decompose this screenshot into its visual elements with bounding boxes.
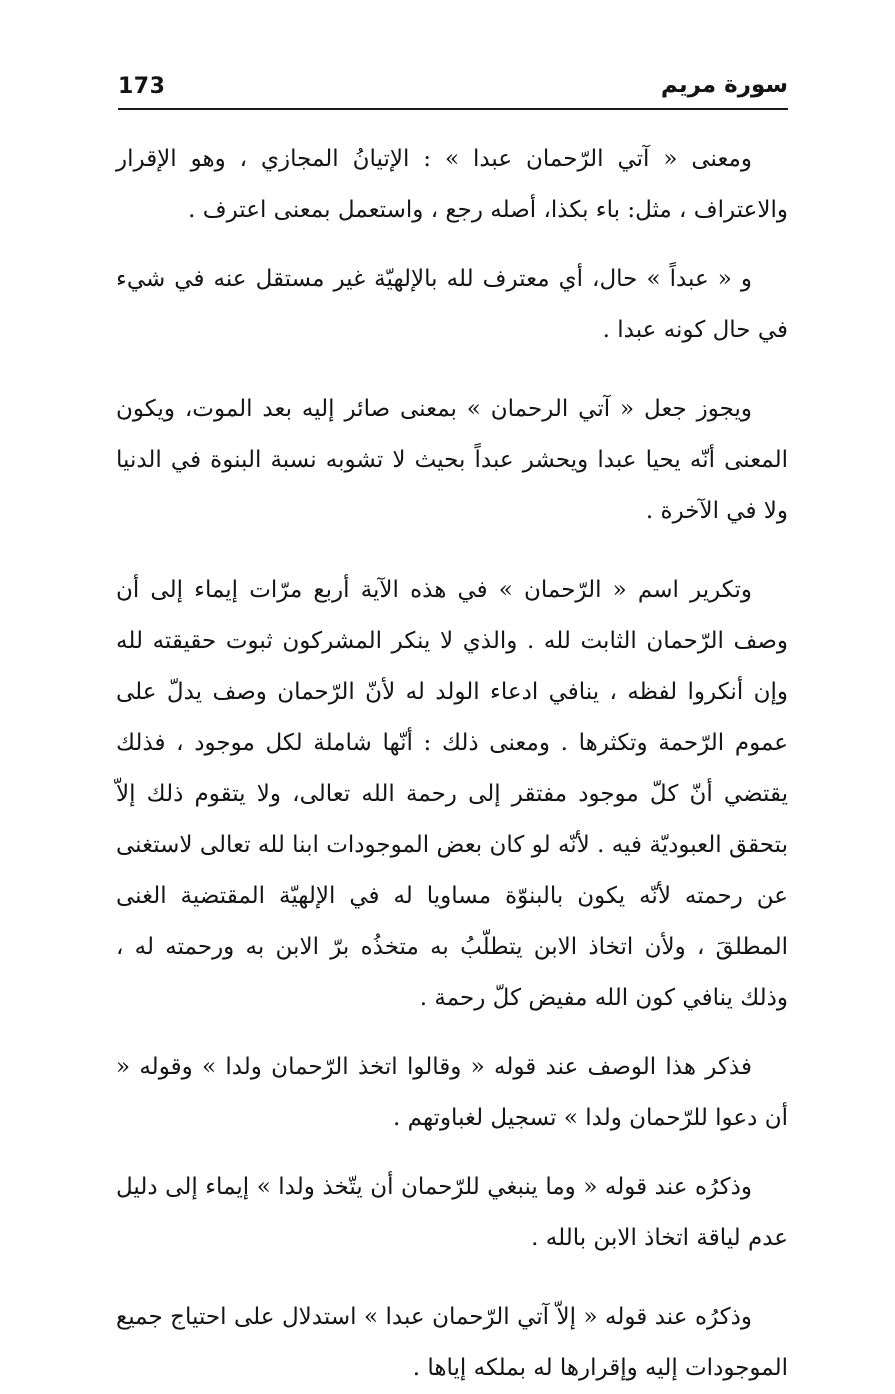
paragraph-4: وتكرير اسم « الرّحمان » في هذه الآية أربع مرّات إيماء إلى أن وصف الرّحمان الثابت لله . والذي لا ينكر المشركون ثبوت حقيقته لله وإن أنكروا لفظه ، ينافي ادعاء الولد له لأنّ الرّحمان وصف يدلّ على عموم الرّحمة وتكثرها . ومعنى ذلك : أنّها شاملة لكل موجود ، فذلك يقتضي أنّ كلّ موجود مفتقر إلى رحمة الله تعالى، ولا يتقوم ذلك إلاّ بتحقق العبوديّة فيه . لأنّه لو كان بعض الموجودات ابنا لله تعالى لاستغنى عن رحمته لأنّه يكون بالبنوّة مساويا له في الإلهيّة المقتضية الغنى المطلقَ ، ولأن اتخاذ الابن يتطلّبُ به متخذُه برّ الابن به ورحمته له ، وذلك ينافي كون الله مفيض كلّ رحمة . xyxy=(116,577,788,1011)
body-text xyxy=(116,128,788,1394)
paragraph-1: ومعنى « آتي الرّحمان عبدا » : الإتيانُ المجازي ، وهو الإقرار والاعتراف ، مثل: باء بكذا، أصله رجع ، واستعمل بمعنى اعترف . xyxy=(116,146,788,223)
paragraph-3: ويجوز جعل « آتي الرحمان » بمعنى صائر إليه بعد الموت، ويكون المعنى أنّه يحيا عبدا ويحشر عبداً بحيث لا تشوبه نسبة البنوة في الدنيا ولا في الآخرة . xyxy=(116,396,788,524)
paragraph-2: و « عبداً » حال، أي معترف لله بالإلهيّة غير مستقل عنه في شيء في حال كونه عبدا . xyxy=(116,266,788,343)
paragraph-5: فذكر هذا الوصف عند قوله « وقالوا اتخذ الرّحمان ولدا » وقوله « أن دعوا للرّحمان ولدا » تسجيل لغباوتهم . xyxy=(116,1054,788,1131)
page-header xyxy=(118,72,788,112)
paragraph-6: وذكرُه عند قوله « وما ينبغي للرّحمان أن يتّخذ ولدا » إيماء إلى دليل عدم لياقة اتخاذ الابن بالله . xyxy=(116,1174,788,1251)
paragraph-7: وذكرُه عند قوله « إلاّ آتي الرّحمان عبدا » استدلال على احتياج جميع الموجودات إليه وإقرارها له بملكه إياها . xyxy=(116,1304,788,1381)
header-divider xyxy=(118,108,788,110)
page-number: 173 xyxy=(118,74,166,99)
running-title: سورة مريم xyxy=(660,72,788,98)
